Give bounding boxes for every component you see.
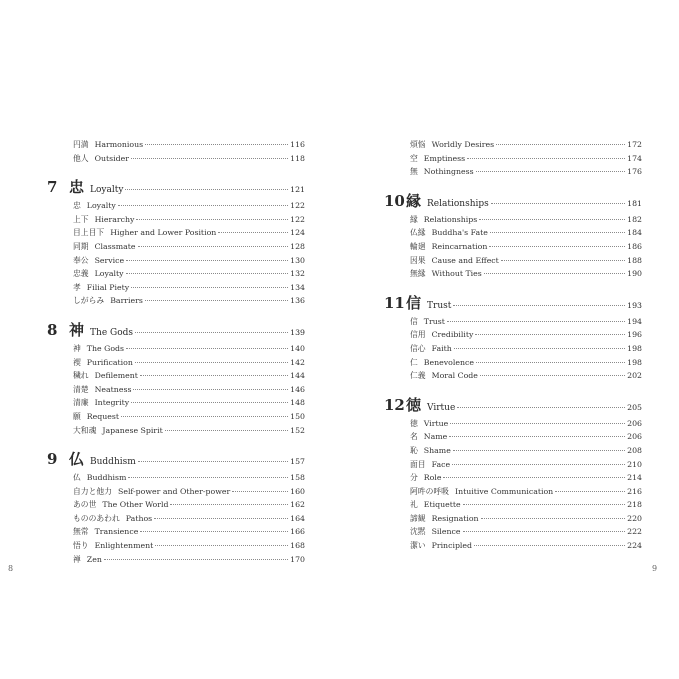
dot-leader (131, 287, 288, 288)
dot-leader (140, 531, 288, 532)
entry-english: Nothingness (423, 167, 474, 177)
chapter-kanji: 神 (69, 320, 85, 339)
entry-english: The Other World (102, 500, 169, 510)
toc-entry (384, 458, 642, 472)
page-ref: 118 (290, 153, 305, 163)
toc-entry (384, 165, 642, 179)
entry-japanese: 輪廻 (410, 241, 426, 251)
entry-japanese: 仏縁 (410, 228, 426, 238)
dot-leader (145, 144, 288, 145)
page-ref: 144 (290, 371, 305, 381)
toc-entry (47, 213, 305, 227)
entry-english: Silence (431, 527, 461, 537)
entry-japanese: 仁義 (410, 371, 426, 381)
dot-leader (136, 219, 288, 220)
toc-entry (384, 512, 642, 526)
entry-japanese: 潔い (410, 541, 426, 551)
page-ref: 128 (290, 241, 305, 251)
page-ref: 140 (290, 343, 305, 353)
chapter-title: Loyalty (90, 185, 124, 196)
chapter-title: Buddhism (90, 457, 136, 468)
entry-japanese: 信心 (410, 343, 426, 353)
dot-leader (155, 545, 288, 546)
chapter-heading (384, 189, 642, 213)
entry-japanese: 因果 (410, 255, 426, 265)
dot-leader (126, 260, 288, 261)
dot-leader (126, 348, 288, 349)
entry-japanese: 禊 (73, 357, 81, 367)
entry-japanese: 大和魂 (73, 425, 97, 435)
dot-leader (121, 416, 288, 417)
dot-leader (154, 518, 288, 519)
entry-english: Filial Piety (86, 282, 130, 292)
toc-entry (47, 226, 305, 240)
dot-leader (133, 389, 288, 390)
entry-japanese: 清廉 (73, 398, 89, 408)
toc-entry (47, 152, 305, 166)
entry-english: Face (431, 459, 451, 469)
entry-japanese: 分 (410, 473, 418, 483)
chapter-title: Relationships (427, 198, 489, 209)
entry-japanese: 目上目下 (73, 228, 105, 238)
chapter-heading (384, 291, 642, 315)
dot-leader (475, 334, 625, 335)
entry-japanese: 面目 (410, 459, 426, 469)
chapter-heading (47, 318, 305, 342)
page-ref: 188 (627, 255, 642, 265)
page-ref: 136 (290, 296, 305, 306)
page-ref: 205 (627, 402, 642, 412)
chapter-kanji: 仏 (69, 450, 85, 469)
entry-japanese: 信 (410, 316, 418, 326)
entry-english: Request (86, 411, 120, 421)
entry-japanese: 空 (410, 153, 418, 163)
dot-leader (489, 246, 625, 247)
entry-japanese: しがらみ (73, 296, 105, 306)
page-ref: 174 (627, 153, 642, 163)
page-ref: 139 (290, 327, 305, 337)
entry-english: Role (423, 473, 442, 483)
toc-entry (384, 471, 642, 485)
entry-japanese: 悟り (73, 541, 89, 551)
entry-english: Virtue (423, 418, 449, 428)
page-ref: 202 (627, 371, 642, 381)
entry-japanese: 無 (410, 167, 418, 177)
entry-english: Integrity (94, 398, 130, 408)
dot-leader (453, 305, 625, 306)
toc-entry (47, 294, 305, 308)
page-ref: 222 (627, 527, 642, 537)
dot-leader (145, 300, 288, 301)
dot-leader (463, 504, 625, 505)
entry-english: Resignation (431, 513, 479, 523)
page-ref: 160 (290, 486, 305, 496)
entry-japanese: 名 (410, 432, 418, 442)
entry-english: Pathos (125, 513, 153, 523)
chapter-kanji: 信 (406, 293, 422, 312)
entry-english: Intuitive Communication (454, 486, 554, 496)
dot-leader (457, 407, 625, 408)
entry-english: The Gods (86, 343, 125, 353)
dot-leader (447, 321, 625, 322)
page-ref: 184 (627, 228, 642, 238)
page-ref: 220 (627, 513, 642, 523)
entry-japanese: 忠 (73, 201, 81, 211)
page-ref: 152 (290, 425, 305, 435)
page-ref: 134 (290, 282, 305, 292)
entry-english: Defilement (94, 371, 138, 381)
entry-japanese: 縁 (410, 214, 418, 224)
entry-japanese: 阿吽の呼吸 (410, 486, 449, 496)
dot-leader (501, 260, 625, 261)
dot-leader (218, 232, 288, 233)
page-ref: 148 (290, 398, 305, 408)
chapter-number: 8 (47, 320, 58, 339)
entry-japanese: 沈黙 (410, 527, 426, 537)
entry-japanese: あの世 (73, 500, 97, 510)
entry-english: Without Ties (431, 269, 482, 279)
entry-english: Service (94, 255, 125, 265)
entry-japanese: 礼 (410, 500, 418, 510)
page-ref: 122 (290, 201, 305, 211)
toc-entry (384, 328, 642, 342)
page-ref: 206 (627, 418, 642, 428)
entry-english: Zen (86, 554, 102, 564)
chapter-number: 10 (384, 191, 405, 210)
toc-entry (384, 417, 642, 431)
dot-leader (453, 450, 625, 451)
dot-leader (491, 203, 625, 204)
toc-entry (47, 254, 305, 268)
chapter-number: 12 (384, 395, 405, 414)
dot-leader (476, 171, 625, 172)
toc-entry (384, 539, 642, 553)
dot-leader (125, 189, 288, 190)
chapter-number: 11 (384, 293, 405, 312)
page-ref: 198 (627, 357, 642, 367)
page-ref: 198 (627, 343, 642, 353)
chapter-heading (384, 393, 642, 417)
entry-english: Barriers (110, 296, 143, 306)
entry-english: Neatness (94, 384, 132, 394)
toc-entry (47, 267, 305, 281)
page-ref: 182 (627, 214, 642, 224)
dot-leader (463, 531, 626, 532)
page-ref: 121 (290, 185, 305, 195)
page-number-right: 9 (652, 564, 658, 573)
chapter-title: The Gods (90, 327, 133, 338)
entry-english: Japanese Spirit (102, 425, 163, 435)
dot-leader (480, 375, 625, 376)
toc-entry (47, 485, 305, 499)
chapter-number: 9 (47, 450, 58, 469)
page-ref: 190 (627, 269, 642, 279)
toc-entry (384, 525, 642, 539)
entry-japanese: 上下 (73, 214, 89, 224)
page-ref: 168 (290, 541, 305, 551)
page-ref: 146 (290, 384, 305, 394)
toc-entry (47, 383, 305, 397)
entry-english: Trust (423, 316, 445, 326)
toc-entry (384, 369, 642, 383)
chapter-heading (47, 447, 305, 471)
dot-leader (454, 348, 625, 349)
entry-english: Higher and Lower Position (110, 228, 217, 238)
toc-entry (47, 356, 305, 370)
page-ref: 210 (627, 459, 642, 469)
toc-entry (384, 485, 642, 499)
entry-japanese: 禅 (73, 554, 81, 564)
dot-leader (555, 491, 625, 492)
toc-entry (384, 226, 642, 240)
toc-entry (384, 430, 642, 444)
entry-english: Harmonious (94, 140, 144, 149)
entry-japanese: 信用 (410, 330, 426, 340)
entry-japanese: 煩悩 (410, 140, 426, 149)
entry-japanese: 神 (73, 343, 81, 353)
entry-japanese: 同期 (73, 241, 89, 251)
dot-leader (104, 559, 288, 560)
page-ref: 172 (627, 140, 642, 149)
entry-japanese: 他人 (73, 153, 89, 163)
page-ref: 116 (290, 140, 305, 149)
toc-entry (384, 342, 642, 356)
entry-japanese: 自力と他力 (73, 486, 112, 496)
entry-english: Buddha's Fate (431, 228, 488, 238)
chapter-kanji: 忠 (69, 178, 85, 197)
page-ref: 142 (290, 357, 305, 367)
chapter-title: Virtue (427, 402, 456, 413)
toc-entry (47, 539, 305, 553)
page-ref: 130 (290, 255, 305, 265)
entry-japanese: 仁 (410, 357, 418, 367)
dot-leader (131, 158, 288, 159)
toc-entry (47, 424, 305, 438)
entry-english: Enlightenment (94, 541, 154, 551)
entry-english: Self-power and Other-power (117, 486, 231, 496)
dot-leader (135, 362, 288, 363)
toc-entry (384, 315, 642, 329)
page-ref: 162 (290, 500, 305, 510)
entry-japanese: 穢れ (73, 371, 89, 381)
toc-left-column (47, 138, 305, 566)
page-ref: 122 (290, 214, 305, 224)
page-ref: 214 (627, 473, 642, 483)
toc-entry (384, 138, 642, 152)
entry-english: Benevolence (423, 357, 474, 367)
dot-leader (126, 273, 289, 274)
toc-entry (384, 254, 642, 268)
dot-leader (481, 518, 626, 519)
entry-english: Reincarnation (431, 241, 488, 251)
entry-english: Hierarchy (94, 214, 135, 224)
dot-leader (118, 205, 288, 206)
page-ref: 132 (290, 269, 305, 279)
entry-japanese: 徳 (410, 418, 418, 428)
entry-english: Classmate (94, 241, 136, 251)
toc-entry (47, 281, 305, 295)
entry-japanese: もののあわれ (73, 513, 120, 523)
toc-entry (384, 152, 642, 166)
toc-entry (47, 369, 305, 383)
entry-english: Name (423, 432, 448, 442)
toc-entry (47, 498, 305, 512)
entry-english: Transience (94, 527, 139, 537)
page-ref: 218 (627, 500, 642, 510)
page-ref: 216 (627, 486, 642, 496)
page-ref: 158 (290, 473, 305, 483)
dot-leader (138, 461, 288, 462)
toc-entry (384, 213, 642, 227)
entry-japanese: 無常 (73, 527, 89, 537)
toc-entry (47, 199, 305, 213)
entry-english: Relationships (423, 214, 478, 224)
entry-english: Loyalty (86, 201, 116, 211)
entry-english: Loyalty (94, 269, 124, 279)
chapter-number: 7 (47, 178, 58, 197)
dot-leader (484, 273, 625, 274)
toc-entry (47, 553, 305, 567)
page-number-left: 8 (8, 564, 14, 573)
dot-leader (479, 219, 625, 220)
toc-entry (47, 512, 305, 526)
entry-english: Cause and Effect (431, 255, 499, 265)
chapter-kanji: 縁 (406, 191, 422, 210)
dot-leader (490, 232, 625, 233)
toc-entry (47, 396, 305, 410)
entry-japanese: 諦観 (410, 513, 426, 523)
page-ref: 194 (627, 316, 642, 326)
page-ref: 124 (290, 228, 305, 238)
toc-entry (384, 240, 642, 254)
toc-entry (384, 444, 642, 458)
entry-japanese: 仏 (73, 473, 81, 483)
page-ref: 150 (290, 411, 305, 421)
page-ref: 164 (290, 513, 305, 523)
entry-english: Principled (431, 541, 473, 551)
entry-english: Purification (86, 357, 133, 367)
entry-japanese: 奉公 (73, 255, 89, 265)
dot-leader (452, 464, 625, 465)
entry-english: Emptiness (423, 153, 466, 163)
entry-english: Faith (431, 343, 452, 353)
entry-japanese: 清楚 (73, 384, 89, 394)
entry-japanese: 忠義 (73, 269, 89, 279)
page-ref: 224 (627, 541, 642, 551)
page-ref: 206 (627, 432, 642, 442)
toc-entry (47, 471, 305, 485)
page-ref: 186 (627, 241, 642, 251)
toc-entry (47, 240, 305, 254)
toc-entry (47, 342, 305, 356)
page-ref: 208 (627, 445, 642, 455)
entry-english: Shame (423, 445, 451, 455)
toc-entry (47, 138, 305, 152)
dot-leader (449, 436, 625, 437)
page-ref: 166 (290, 527, 305, 537)
page-ref: 196 (627, 330, 642, 340)
toc-entry (384, 267, 642, 281)
dot-leader (450, 423, 625, 424)
entry-japanese: 円満 (73, 140, 89, 149)
entry-english: Moral Code (431, 371, 478, 381)
page-ref: 176 (627, 167, 642, 177)
dot-leader (138, 246, 289, 247)
page-ref: 170 (290, 554, 305, 564)
dot-leader (496, 144, 625, 145)
dot-leader (131, 402, 288, 403)
toc-entry (384, 356, 642, 370)
entry-english: Buddhism (86, 473, 127, 483)
entry-english: Etiquette (423, 500, 461, 510)
dot-leader (128, 477, 288, 478)
entry-english: Credibility (431, 330, 474, 340)
dot-leader (140, 375, 288, 376)
entry-japanese: 恥 (410, 445, 418, 455)
dot-leader (443, 477, 625, 478)
chapter-kanji: 徳 (406, 395, 422, 414)
chapter-title: Trust (427, 300, 452, 311)
entry-japanese: 孝 (73, 282, 81, 292)
dot-leader (476, 362, 625, 363)
toc-entry (384, 498, 642, 512)
entry-english: Outsider (94, 153, 129, 163)
dot-leader (135, 332, 288, 333)
dot-leader (170, 504, 288, 505)
toc-right-column (384, 138, 642, 553)
dot-leader (232, 491, 288, 492)
chapter-heading (47, 175, 305, 199)
entry-english: Worldly Desires (431, 140, 495, 149)
toc-entry (47, 525, 305, 539)
page-ref: 157 (290, 457, 305, 467)
dot-leader (467, 158, 625, 159)
page-ref: 193 (627, 300, 642, 310)
dot-leader (474, 545, 625, 546)
entry-japanese: 無縁 (410, 269, 426, 279)
entry-japanese: 願 (73, 411, 81, 421)
toc-entry (47, 410, 305, 424)
page-ref: 181 (627, 198, 642, 208)
dot-leader (165, 430, 288, 431)
